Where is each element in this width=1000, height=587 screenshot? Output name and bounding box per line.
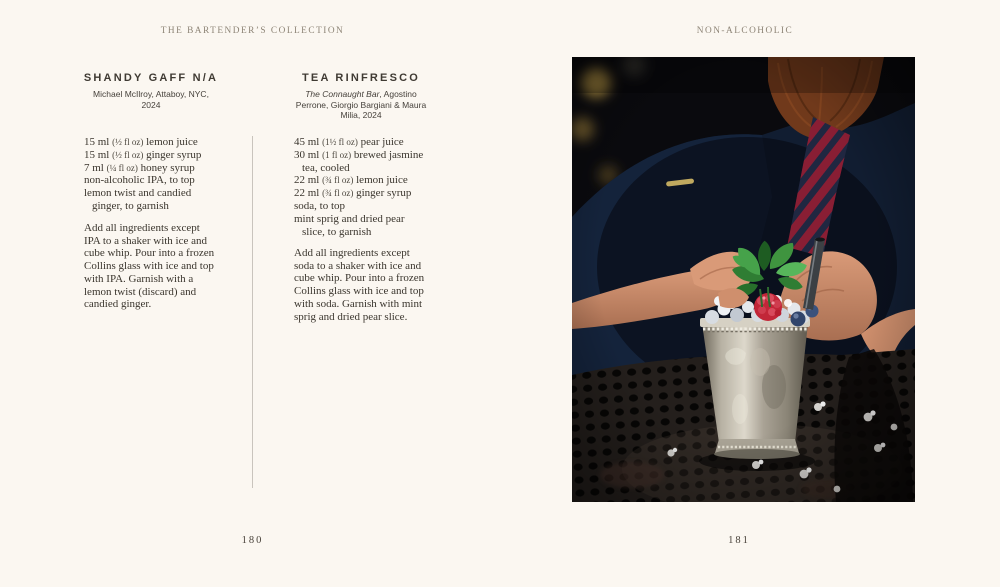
- cocktail-photo: [572, 57, 915, 502]
- recipe-title: SHANDY GAFF N/A: [83, 72, 219, 84]
- running-head-left: THE BARTENDER’S COLLECTION: [160, 26, 345, 36]
- method-paragraph: Add all ingredients except IPA to a shaker with ice and cube whip. Pour into a frozen Collins glass with ice and top with IPA. Garnish with a lemon twist (discard) and candied ginger.: [84, 222, 215, 311]
- ingredients-list: [294, 136, 434, 238]
- attribution-line: Perrone, Giorgio Bargiani & Maura: [295, 99, 427, 110]
- ingredient-line: 30 ml (1 fl oz) brewed jasmine: [294, 148, 424, 161]
- running-head-right: NON-ALCOHOLIC: [696, 26, 794, 36]
- recipe-title: TEA RINFRESCO: [301, 72, 421, 84]
- ingredient-line-continuation: ginger, to garnish: [92, 199, 169, 212]
- ingredient-line: non-alcoholic IPA, to top: [84, 174, 195, 187]
- ingredient-line: 22 ml (¾ fl oz) ginger syrup: [294, 187, 412, 200]
- ingredient-line: 7 ml (¼ fl oz) honey syrup: [84, 161, 195, 174]
- page-number-left: 180: [241, 535, 264, 546]
- attribution-line: Michael McIlroy, Attaboy, NYC,: [93, 89, 209, 99]
- page-number-right: 181: [728, 535, 750, 546]
- ingredients-list: [84, 136, 224, 213]
- ingredient-line: mint sprig and dried pear: [294, 212, 405, 225]
- column-divider: [252, 136, 253, 488]
- ingredient-line: 45 ml (1½ fl oz) pear juice: [294, 136, 404, 148]
- ingredient-line: 15 ml (½ fl oz) lemon juice: [84, 136, 198, 148]
- vignette: [572, 57, 915, 502]
- recipe-attribution: [73, 89, 229, 110]
- ingredient-line: soda, to top: [294, 199, 346, 212]
- ingredient-line: 15 ml (½ fl oz) ginger syrup: [84, 148, 202, 161]
- ingredient-line-continuation: slice, to garnish: [302, 225, 372, 238]
- ingredient-line: lemon twist and candied: [84, 187, 192, 200]
- recipe-attribution: [283, 89, 439, 121]
- top-shadow: [572, 57, 915, 93]
- attribution-line: The Connaught Bar, Agostino: [305, 89, 417, 99]
- ingredient-line: 22 ml (¾ fl oz) lemon juice: [294, 174, 408, 187]
- method-paragraph: Add all ingredients except soda to a shaker with ice and cube whip. Pour into a frozen Collins glass with ice and top with soda. Garnish with mint sprig and dried pear slice.: [294, 247, 425, 323]
- attribution-line: 2024: [141, 99, 161, 110]
- ingredient-line-continuation: tea, cooled: [302, 161, 350, 174]
- attribution-line: Milia, 2024: [340, 110, 382, 120]
